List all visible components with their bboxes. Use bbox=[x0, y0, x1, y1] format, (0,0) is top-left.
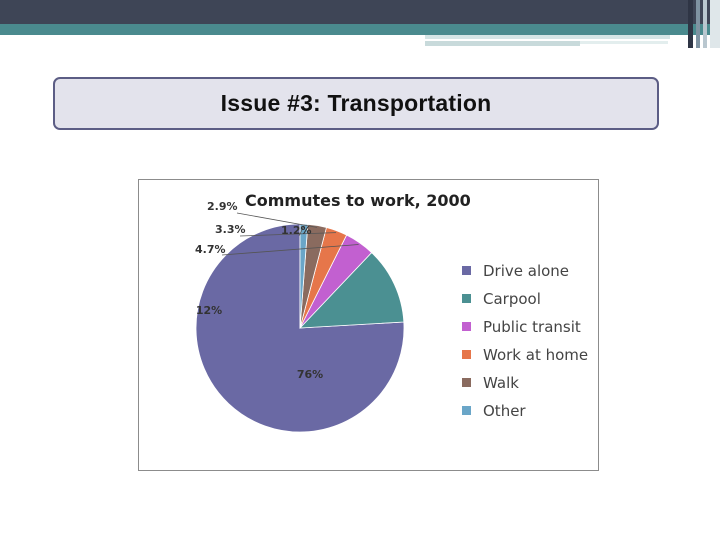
legend-swatch-work-at-home bbox=[462, 350, 471, 359]
slide-title: Issue #3: Transportation bbox=[220, 90, 492, 116]
accent-line bbox=[425, 35, 670, 39]
data-label-walk: 2.9% bbox=[207, 200, 238, 213]
legend-label-work-at-home: Work at home bbox=[483, 346, 589, 364]
decorative-stripe bbox=[710, 0, 720, 48]
data-label-other: 1.2% bbox=[281, 224, 312, 237]
data-label-carpool: 12% bbox=[195, 304, 223, 317]
data-label-work-at-home: 3.3% bbox=[215, 223, 246, 236]
slide-title-box bbox=[53, 77, 659, 130]
legend-label-other: Other bbox=[483, 402, 526, 420]
legend-swatch-drive-alone bbox=[462, 266, 471, 275]
decorative-stripe bbox=[696, 0, 700, 48]
legend-swatch-carpool bbox=[462, 294, 471, 303]
decorative-stripe bbox=[688, 0, 693, 48]
data-label-drive-alone: 76% bbox=[296, 368, 324, 381]
legend-label-walk: Walk bbox=[483, 374, 519, 392]
legend-label-carpool: Carpool bbox=[483, 290, 541, 308]
decorative-stripe bbox=[703, 0, 707, 48]
pie-chart bbox=[139, 180, 597, 469]
chart-frame bbox=[138, 179, 599, 471]
accent-line bbox=[580, 41, 668, 44]
chart-title: Commutes to work, 2000 bbox=[245, 191, 471, 210]
legend-swatch-public-transit bbox=[462, 322, 471, 331]
data-label-public-transit: 4.7% bbox=[195, 243, 226, 256]
accent-line bbox=[425, 41, 580, 46]
top-header-band bbox=[0, 0, 720, 24]
teal-accent-line bbox=[0, 24, 720, 35]
legend-label-drive-alone: Drive alone bbox=[483, 262, 570, 280]
legend-label-public-transit: Public transit bbox=[483, 318, 581, 336]
legend-swatch-walk bbox=[462, 378, 471, 387]
legend-swatch-other bbox=[462, 406, 471, 415]
